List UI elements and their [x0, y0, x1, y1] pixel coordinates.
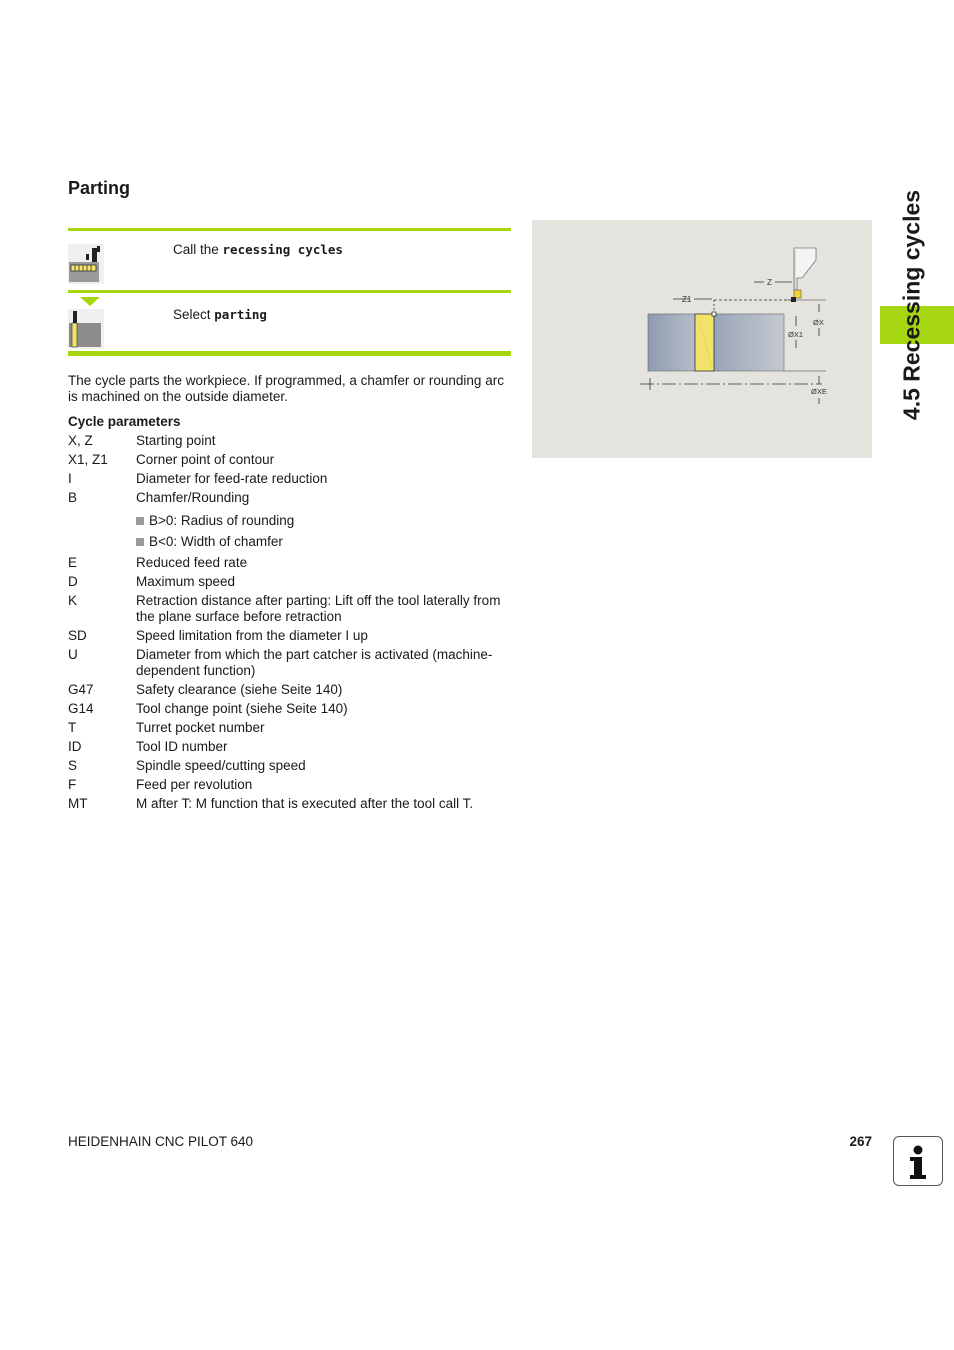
param-key: K — [68, 593, 78, 608]
param-key: S — [68, 758, 78, 773]
info-icon[interactable] — [893, 1136, 943, 1186]
step-divider-middle — [68, 290, 511, 293]
bullet-text: B>0: Radius of rounding — [149, 513, 295, 528]
step-divider-top — [68, 228, 511, 231]
param-desc: Speed limitation from the diameter I up — [136, 628, 368, 643]
param-key: SD — [68, 628, 87, 643]
param-key: F — [68, 777, 77, 792]
step-2-prefix: Select — [173, 307, 215, 322]
parting-zone — [695, 314, 714, 371]
param-desc: M after T: M function that is executed after the tool call T. — [136, 796, 474, 811]
param-row — [68, 758, 518, 774]
parting-diagram — [532, 220, 872, 458]
dim-label-x1: ØX1 — [788, 330, 804, 339]
dim-label-x: ØX — [813, 318, 824, 327]
workpiece-left — [648, 314, 695, 371]
param-row — [68, 490, 518, 506]
param-row — [68, 777, 518, 793]
param-key: G14 — [68, 701, 94, 716]
param-row — [68, 647, 518, 679]
param-desc: Safety clearance (siehe Seite 140) — [136, 682, 343, 697]
square-bullet-icon — [136, 538, 144, 546]
param-row — [68, 471, 518, 487]
param-key: B — [68, 490, 78, 505]
param-row — [68, 682, 518, 698]
footer-manual-title: HEIDENHAIN CNC PILOT 640 — [68, 1134, 254, 1149]
param-key: X, Z — [68, 433, 93, 448]
param-key: I — [68, 471, 72, 486]
dim-label-z1: Z1 — [682, 295, 692, 304]
param-row — [68, 452, 518, 468]
param-desc: Diameter from which the part catcher is activated (machine-dependent function) — [136, 647, 493, 678]
param-desc: Turret pocket number — [136, 720, 265, 735]
page-number: 267 — [849, 1134, 872, 1149]
step-1-prefix: Call the — [173, 242, 223, 257]
step-divider-bottom — [68, 351, 511, 356]
param-row — [68, 628, 518, 644]
intro-text: The cycle parts the workpiece. If programmed, a chamfer or rounding arc is machined on the outside diameter. — [68, 373, 504, 404]
param-row — [68, 739, 518, 755]
recessing-cycles-icon[interactable] — [68, 244, 104, 284]
bullet-list — [136, 513, 518, 550]
param-row — [68, 593, 518, 625]
param-key: U — [68, 647, 78, 662]
param-desc: Retraction distance after parting: Lift off the tool laterally from the plane surface before retraction — [136, 593, 501, 624]
param-row — [68, 574, 518, 590]
param-desc: Chamfer/Rounding — [136, 490, 250, 505]
section-title: Parting — [68, 178, 131, 198]
param-key: D — [68, 574, 78, 589]
params-heading: Cycle parameters — [68, 414, 181, 429]
parting-icon[interactable] — [68, 309, 104, 349]
dim-label-z: Z — [767, 278, 772, 287]
param-row — [68, 555, 518, 571]
param-key: ID — [68, 739, 82, 754]
square-bullet-icon — [136, 517, 144, 525]
step-2-keyword: parting — [214, 307, 267, 322]
params-list — [68, 433, 518, 815]
param-row — [68, 796, 518, 812]
param-key: T — [68, 720, 77, 735]
param-desc: Spindle speed/cutting speed — [136, 758, 306, 773]
step-2-text — [173, 307, 267, 322]
param-row — [68, 433, 518, 449]
param-key: MT — [68, 796, 88, 811]
param-key: G47 — [68, 682, 94, 697]
workpiece-right — [714, 314, 784, 371]
step-1-text — [173, 242, 343, 257]
bullet-item — [136, 534, 518, 550]
param-desc: Tool change point (siehe Seite 140) — [136, 701, 348, 716]
bullet-item — [136, 513, 518, 529]
param-desc: Reduced feed rate — [136, 555, 248, 570]
param-row — [68, 720, 518, 736]
bullet-text: B<0: Width of chamfer — [149, 534, 283, 549]
param-desc: Feed per revolution — [136, 777, 253, 792]
step-1-keyword: recessing cycles — [222, 242, 343, 257]
param-desc: Tool ID number — [136, 739, 228, 754]
parting-tool — [794, 248, 816, 298]
param-key: X1, Z1 — [68, 452, 108, 467]
param-row — [68, 701, 518, 717]
chapter-tab-label: 4.5 Recessing cycles — [898, 189, 925, 421]
param-desc: Corner point of contour — [136, 452, 275, 467]
param-desc: Diameter for feed-rate reduction — [136, 471, 328, 486]
param-desc: Starting point — [136, 433, 216, 448]
param-desc: Maximum speed — [136, 574, 236, 589]
dim-label-xe: ØXE — [811, 387, 827, 396]
param-key: E — [68, 555, 78, 570]
